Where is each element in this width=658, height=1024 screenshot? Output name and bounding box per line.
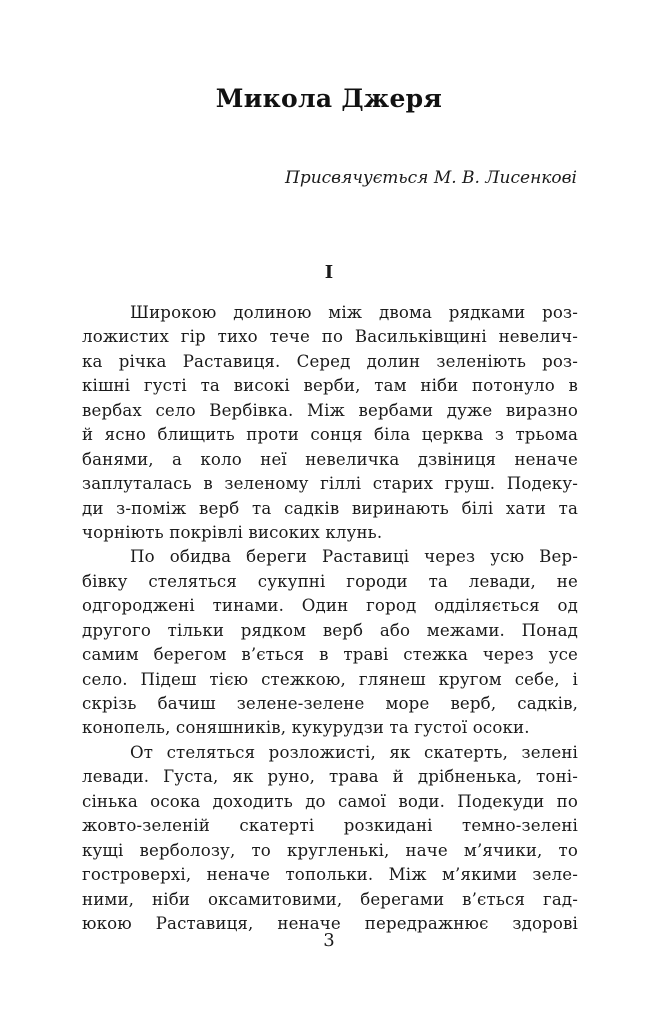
text-line: юкою Раставиця, неначе передражнює здорові [82,913,578,933]
text-line: кішні густі та високі верби, там ніби потонуло в [82,376,578,396]
dedication: Присвячується М. В. Лисенкові [285,168,577,188]
text-line: вербах село Вербівка. Між вербами дуже виразно [82,400,578,420]
text-line: гостроверхі, неначе топольки. Між м’якими зеле- [82,865,578,885]
text-line: ди з-поміж верб та садків виринають білі хати та [82,498,578,518]
text-line: й ясно блищить проти сонця біла церква з трьома [82,425,578,445]
text-line: одгороджені тинами. Один город одділяється од [82,596,578,616]
text-line: самим берегом в’ється в траві стежка через усе [82,645,578,665]
text-line: ними, ніби оксамитовими, берегами в’ється гад- [82,889,578,909]
text-line: От стеляться розложисті, як скатерть, зелені [130,742,578,762]
page-number: 3 [323,930,335,951]
text-line: другого тільки рядком верб або межами. Понад [82,620,578,640]
text-line: село. Підеш тією стежкою, глянеш кругом себе, і [82,669,578,689]
text-line: ложистих гір тихо тече по Васильківщині невелич- [82,327,578,347]
text-line: По обидва береги Раставиці через усю Вер- [130,547,578,567]
chapter-heading: I [324,262,334,283]
text-line: конопель, соняшників, кукурудзи та густої осоки. [82,718,530,738]
text-line: Широкою долиною між двома рядками роз- [130,303,578,322]
text-line: банями, а коло неї невеличка дзвіниця неначе [82,449,578,469]
text-line: сінька осока доходить до самої води. Подекуди по [82,791,578,811]
text-line: левади. Густа, як руно, трава й дрібненька, тоні- [82,767,578,787]
text-line: чорніють покрівлі високих клунь. [82,522,383,542]
text-line: ка річка Раставиця. Серед долин зеленіють роз- [82,351,578,371]
text-line: скрізь бачиш зелене-зелене море верб, садків, [82,694,578,713]
text-line: заплуталась в зеленому гіллі старих груш. Подеку- [82,474,578,494]
text-line: кущі верболозу, то кругленькі, наче м’ячики, то [82,840,578,860]
text-line: бівку стеляться сукупні городи та левади, не [82,571,578,591]
body-text [82,301,578,936]
text-line: жовто-зеленій скатерті розкидані темно-зелені [82,816,578,836]
work-title: Микола Джеря [215,84,443,113]
